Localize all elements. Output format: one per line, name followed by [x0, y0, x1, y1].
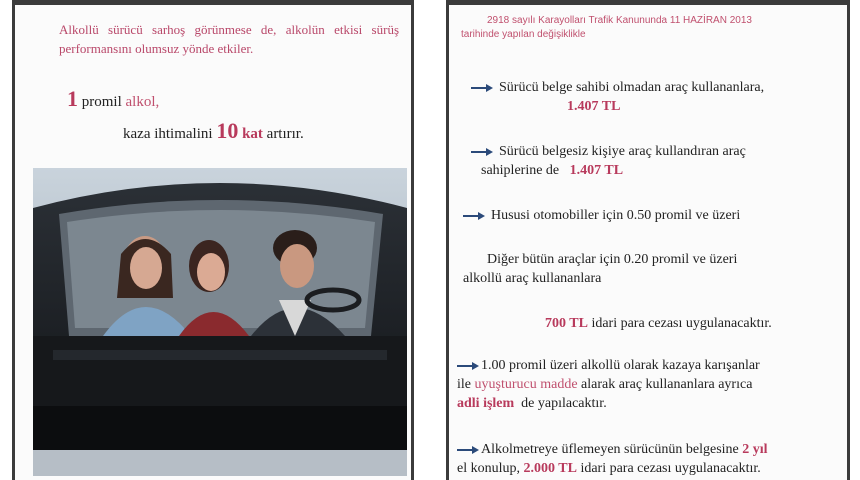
promil-word: promil [81, 94, 122, 110]
arrow-right-icon [457, 362, 479, 370]
list-item [471, 142, 841, 180]
item-amount: 1.407 TL [567, 99, 621, 114]
law-header [461, 14, 841, 42]
item-text-b-post: alarak araç kullananlara ayrıca [581, 377, 753, 392]
car-photo [33, 168, 407, 476]
item-text-b-pre: el konulup, [457, 461, 520, 476]
left-panel [12, 0, 414, 480]
law-header-line1: 2918 sayılı Karayolları Trafik Kanununda 11 HAZİRAN 2013 [487, 15, 752, 26]
promil-line [67, 86, 159, 112]
top-border [15, 0, 411, 5]
years-text: 2 yıl [742, 442, 768, 457]
item-text-b-pre: ile [457, 377, 471, 392]
drug-text: uyuşturucu madde [474, 377, 578, 392]
arrow-right-icon [471, 148, 493, 156]
right-panel [446, 0, 850, 480]
item-amount: 700 TL [545, 316, 588, 331]
promil-number: 1 [67, 86, 78, 111]
item-text-b: sahiplerine de [481, 163, 560, 178]
item-amount: 1.407 TL [569, 163, 624, 178]
arrow-right-icon [463, 212, 485, 220]
risk-post: artırır. [266, 126, 304, 142]
top-border [449, 0, 847, 5]
risk-kat: kat [242, 126, 263, 142]
risk-pre: kaza ihtimalini [123, 126, 213, 142]
item-text: Hususi otomobiller için 0.50 promil ve üzeri [491, 208, 741, 223]
law-header-line2: tarihinde yapılan değişiklikle [461, 29, 586, 40]
list-item [457, 356, 847, 413]
item-text-b: alkollü araç kullananlara [463, 271, 602, 286]
item-amount: 2.000 TL [523, 461, 577, 476]
item-text: Diğer bütün araçlar için 0.20 promil ve üzeri [487, 252, 738, 267]
item-text: Alkolmetreye üflemeyen sürücünün belgesine [481, 442, 739, 457]
arrow-right-icon [471, 84, 493, 92]
list-item [463, 206, 843, 225]
item-text: Sürücü belgesiz kişiye araç kullandıran araç [499, 144, 746, 159]
risk-line [123, 118, 304, 144]
list-item [545, 314, 845, 333]
list-item [463, 250, 843, 288]
list-item [471, 78, 841, 116]
legal-text: adli işlem [457, 396, 515, 411]
car-photo-illustration [33, 168, 407, 476]
item-text: Sürücü belge sahibi olmadan araç kullananlara, [499, 80, 765, 95]
list-item [457, 440, 849, 478]
arrow-right-icon [457, 446, 479, 454]
risk-number: 10 [216, 118, 239, 143]
alkol-word: alkol, [125, 94, 160, 110]
item-text: idari para cezası uygulanacaktır. [591, 316, 772, 331]
item-text-b-post: idari para cezası uygulanacaktır. [580, 461, 761, 476]
item-text-c: de yapılacaktır. [521, 396, 607, 411]
intro-text: Alkollü sürücü sarhoş görünmese de, alkolün etkisi sürüş performansını olumsuz yönde etkiler. [59, 22, 399, 56]
item-text: 1.00 promil üzeri alkollü olarak kazaya karışanlar [481, 358, 760, 373]
